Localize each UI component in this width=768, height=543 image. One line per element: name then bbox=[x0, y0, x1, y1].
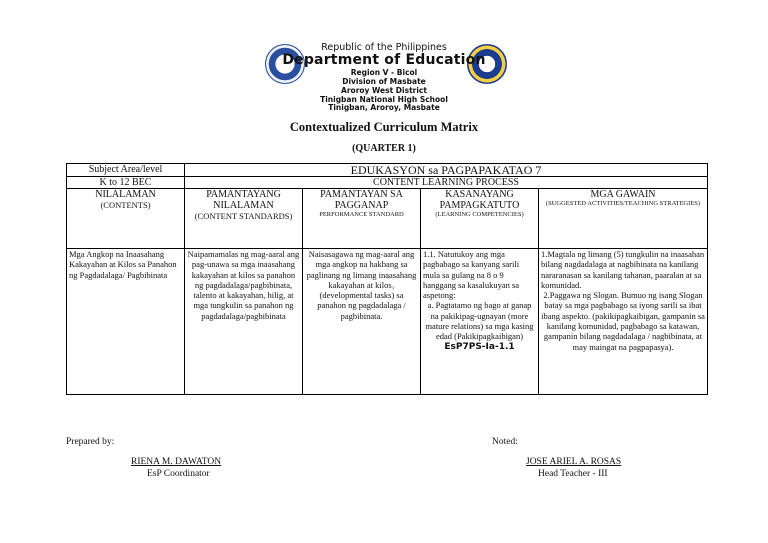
table-row bbox=[67, 177, 708, 189]
table-row bbox=[67, 164, 708, 177]
column-title: MGA GAWAIN bbox=[590, 189, 656, 200]
competencies-cell bbox=[421, 249, 539, 395]
subject-label-cell: Subject Area/level bbox=[67, 164, 185, 177]
activity-item: 1.Magtala ng limang (5) tungkulin na inaasahan bilang nagdadalaga at nagbibinata na kanilang nararanasan sa kanilang tahanan, paaralan at sa komunidad. bbox=[541, 249, 705, 290]
noted-by-label: Noted: bbox=[492, 437, 518, 447]
column-header bbox=[185, 189, 303, 249]
column-header bbox=[303, 189, 421, 249]
activity-item: 2.Paggawa ng Slogan. Bumuo ng isang Slogan batay sa mga pagbabago sa iyong sarili sa ibat ibang aspekto. (pakikipagkaibigan, gampanin sa kanilang komunidad, pagbabago sa katawan, gampanin bilang nagdadalaga / nagbibinata, at may maingat na pagpapasya). bbox=[541, 290, 705, 352]
prepared-by-label: Prepared by: bbox=[66, 437, 115, 447]
column-title: PAMANTAYAN SA PAGGANAP bbox=[320, 189, 403, 211]
document-title: Contextualized Curriculum Matrix bbox=[289, 120, 479, 134]
column-header bbox=[421, 189, 539, 249]
prepared-by-name: RIENA M. DAWATON bbox=[131, 457, 222, 467]
header-division: Division of Masbate bbox=[342, 77, 426, 86]
contents-cell: Mga Angkop na Inaasahang Kakayahan at Kilos sa Panahon ng Pagdadalaga/ Pagbibinata bbox=[67, 249, 185, 395]
column-subtitle: (CONTENTS) bbox=[100, 200, 151, 210]
column-subtitle: PERFORMANCE STANDARD bbox=[319, 211, 404, 218]
column-header bbox=[539, 189, 708, 249]
column-header-row bbox=[67, 189, 708, 249]
activities-cell bbox=[539, 249, 708, 395]
column-title: PAMANTAYANG NILALAMAN bbox=[206, 189, 281, 211]
prepared-by-title: EsP Coordinator bbox=[147, 469, 210, 479]
program-value-cell: CONTENT LEARNING PROCESS bbox=[185, 177, 708, 189]
header-region: Region V - Bicol bbox=[350, 68, 418, 77]
competency-subitem: a. Pagtatamo ng bago at ganap na pakikipag-ugnayan (more mature relations) sa mga kasing edad (Pakikipagkaibigan) bbox=[425, 300, 534, 342]
header-department: Department of Education bbox=[282, 52, 486, 68]
subject-value-cell: EDUKASYON sa PAGPAPAKATAO 7 bbox=[185, 164, 708, 177]
document-quarter: (QUARTER 1) bbox=[352, 143, 416, 154]
column-subtitle: (CONTENT STANDARDS) bbox=[194, 211, 293, 221]
content-standards-cell: Naipamamalas ng mag-aaral ang pag-unawa sa mga inaasahang kakayahan at kilos sa panahon ng pagdadalaga/pagbibinata, talento at kakayahan, hilig, at mga tungkulin sa panahon ng pagdadalaga/pagbibinata bbox=[185, 249, 303, 395]
header-school: Tinigban National High School bbox=[320, 95, 448, 104]
program-label-cell: K to 12 BEC bbox=[67, 177, 185, 189]
competency-code: EsP7PS-Ia-1.1 bbox=[444, 341, 515, 352]
curriculum-matrix-table bbox=[66, 163, 708, 395]
header-republic: Republic of the Philippines bbox=[321, 42, 447, 53]
column-subtitle: (LEARNING COMPETENCIES) bbox=[435, 211, 524, 218]
column-subtitle: (SUGGESTED ACTIVITIES/TEACHING STRATEGIES) bbox=[545, 200, 701, 207]
table-row bbox=[67, 249, 708, 395]
header-district: Aroroy West District bbox=[341, 86, 427, 95]
noted-by-name: JOSE ARIEL A. ROSAS bbox=[526, 457, 622, 467]
header-address: Tinigban, Aroroy, Masbate bbox=[328, 103, 440, 112]
performance-standard-cell: Naisasagawa ng mag-aaral ang mga angkop na hakbang sa paglinang ng limang inaasahang kakayahan at kilos₁ (developmental tasks) sa panahon ng pagdadalaga / pagbibinata. bbox=[303, 249, 421, 395]
competency-item: 1.1. Natutukoy ang mga pagbabago sa kanyang sarili mula sa gulang na 8 o 9 hanggang sa kasalukuyan sa aspetong: bbox=[423, 249, 520, 301]
column-title: NILALAMAN bbox=[95, 189, 156, 200]
column-title: KASANAYANG PAMPAGKATUTO bbox=[439, 189, 520, 211]
column-header bbox=[67, 189, 185, 249]
noted-by-title: Head Teacher - III bbox=[538, 469, 608, 479]
